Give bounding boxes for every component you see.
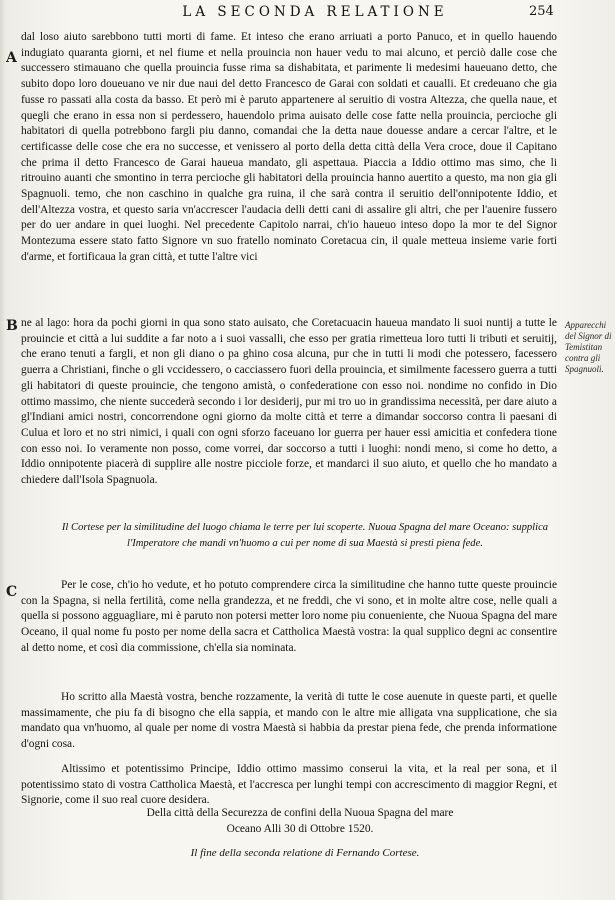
text-block-4 [21,690,557,753]
closing-place: Della città della Securezza de confini della Nuoua Spagna del mare [146,807,454,819]
page-number: 254 [529,4,554,19]
paragraph-5: Altissimo et potentissimo Principe, Iddio ottimo massimo conserui la vita, et la real per sona, et il potentissimo stato di vostra Cattholica Maestà, et l'accresca per lunghi tempi con accrescimento di maggior Regni, et Signorie, come il suo real cuore desidera. [21,763,557,807]
text-block-2 [21,316,557,489]
running-title: LA SECONDA RELATIONE [182,4,448,20]
section-letter-c: C [6,584,18,600]
section-letter-b: B [6,318,18,334]
paragraph-2: ne al lago: hora da pochi giorni in qua sono stato auisato, che Coretacuacin haueua mandato li suoi nuntij a tutte le prouincie et città a lui suddite a far noto a i suoi vassalli, che esso per gratia rimetteua loro tutti li tributi et seruitij, che erano tenuti a fargli, et non gli diano o pa ghino cosa alcuna, pur che in tutti li modi che potessero, facessero guerra a Christiani, finche o gli vccidessero, o cacciassero fuori della prouincia, et similmente facessero guerra a tutti gli habitatori di queste prouincie, che tengono amistà, o confederatione con esso noi. nondime no confido in Dio ottimo massimo, che niente succederà secondo i lor desiderij, pur mi tro uo in grandissima necessità, per dare aiuto a gl'Indiani amici nostri, concorrendone ogni giorno da molte città et terre a dimandar soccorso contra li paesani di Culua et loro et no stri nimici, i quali con ogni sforzo faceuano lor guerra per hauer essi amicitia et confedera tione con esso noi. Io veramente non posso, come vorrei, dar soccorso a tutti i luoghi: nondi meno, si come ho detto, a Iddio onnipotente piacerà di supplire alle nostre picciole forze, et mandarci il suo aiuto, et quello che ho mandato a chiedere dall'Isola Spagnuola. [21,317,557,487]
text-block-5 [21,762,557,809]
text-block-3 [21,578,557,657]
chapter-summary: Il Cortese per la similitudine del luogo chiama le terre per lui scoperte. Nuoua Spagna del mare Oceano: supplica l'Imperatore che mandi vn'huomo a cui per nome di sua Maestà si presti piena fede. [61,522,549,549]
paragraph-3: Per le cose, ch'io ho vedute, et ho potuto comprendere circa la similitudine che hanno tutte queste prouincie con la Spagna, si nella fertilità, come nella grandezza, et ne freddi, che vi sono, et in molte altre cose, nelle quali a quella si possono agguagliare, mi è paruto non potersi metter loro nome piu conueniente, che Nuoua Spagna del mare Oceano, il qual nome fu posto per nome della sacra et Cattholica Maestà vostra: la qual supplico degni ac consentire al detto nome, et così dia commissione, ch'ella sia nominata. [21,579,557,654]
paragraph-1: dal loso aiuto sarebbono tutti morti di fame. Et inteso che erano arriuati a porto Panuco, et in quello hauendo indugiato quaranta giorni, et nel fiume et nella prouincia non hauer vedu to mai alcuno, et perciò dalle cose che successero stimauano che quella prouincia fusse rima sa dishabitata, et parimente li medesimi haueuano detto, che subito dopo loro doueuano ve nir due naui del detto Francesco de Garai con soldati et caualli. Et credeuano che gia fusse ro passati alla costa da basso. Et però mi è paruto appartenere al seruitio di vostra Altezza, che quella naue, et quegli che erano in essa non si perdessero, hauendolo prima auisato delle cose fatte nella prouincia, percioche gli habitatori di quella potrebbono fargli piu danno, comandai che la detta naue douesse andare a cercar l'altre, et le certificasse delle cose che era no successe, et venissero al porto della detta città della Vera croce, doue il Capitano che prima il detto Francesco de Garai haueua mandato, gli aspettaua. Piaccia a Iddio ottimo mas simo, che li ritrouino auanti che smontino in terra percioche gli habitatori della prouincia hanno auertito a questo, ma non gia gli Spagnuoli. temo, che non caschino in qualche gra ruina, il che sarà contra il seruitio dell'onnipotente Iddio, et dell'Altezza vostra, et questo saria vn'accrescer l'audacia delli detti cani di assalire gli altri, che per l'auenire fussero per do uer andare in quei luoghi. Nel precedente Capitolo narrai, ch'io haueuo inteso dopo la mor te del Signor Montezuma essere stato fatto Signore vn suo fratello nominato Coretacua cin, il quale metteua insieme varie forti d'arme, et fortificaua la gran città, et tutte l'altre vici [21,31,557,263]
section-letter-a: A [6,50,17,66]
page-edge-shadow [0,0,6,900]
paragraph-4: Ho scritto alla Maestà vostra, benche rozzamente, la verità di tutte le cose auenute in queste parti, et quelle massimamente, che piu fa di bisogno che ella sappia, et mando con le altre mie alligata vna supplicatione, che sia mandato qua vn'huomo, al quale per nome di vostra Maestà si habbia da prestar piena fede, che prenda informatione d'ogni cosa. [21,691,557,751]
closing-date: Oceano Alli 30 di Ottobre 1520. [226,823,374,835]
colophon: Il fine della seconda relatione di Fernando Cortese. [190,847,420,859]
margin-note: Apparecchi del Signor di Temistitan contra gli Spagnuoli. [565,320,612,374]
text-block-1 [21,30,557,266]
